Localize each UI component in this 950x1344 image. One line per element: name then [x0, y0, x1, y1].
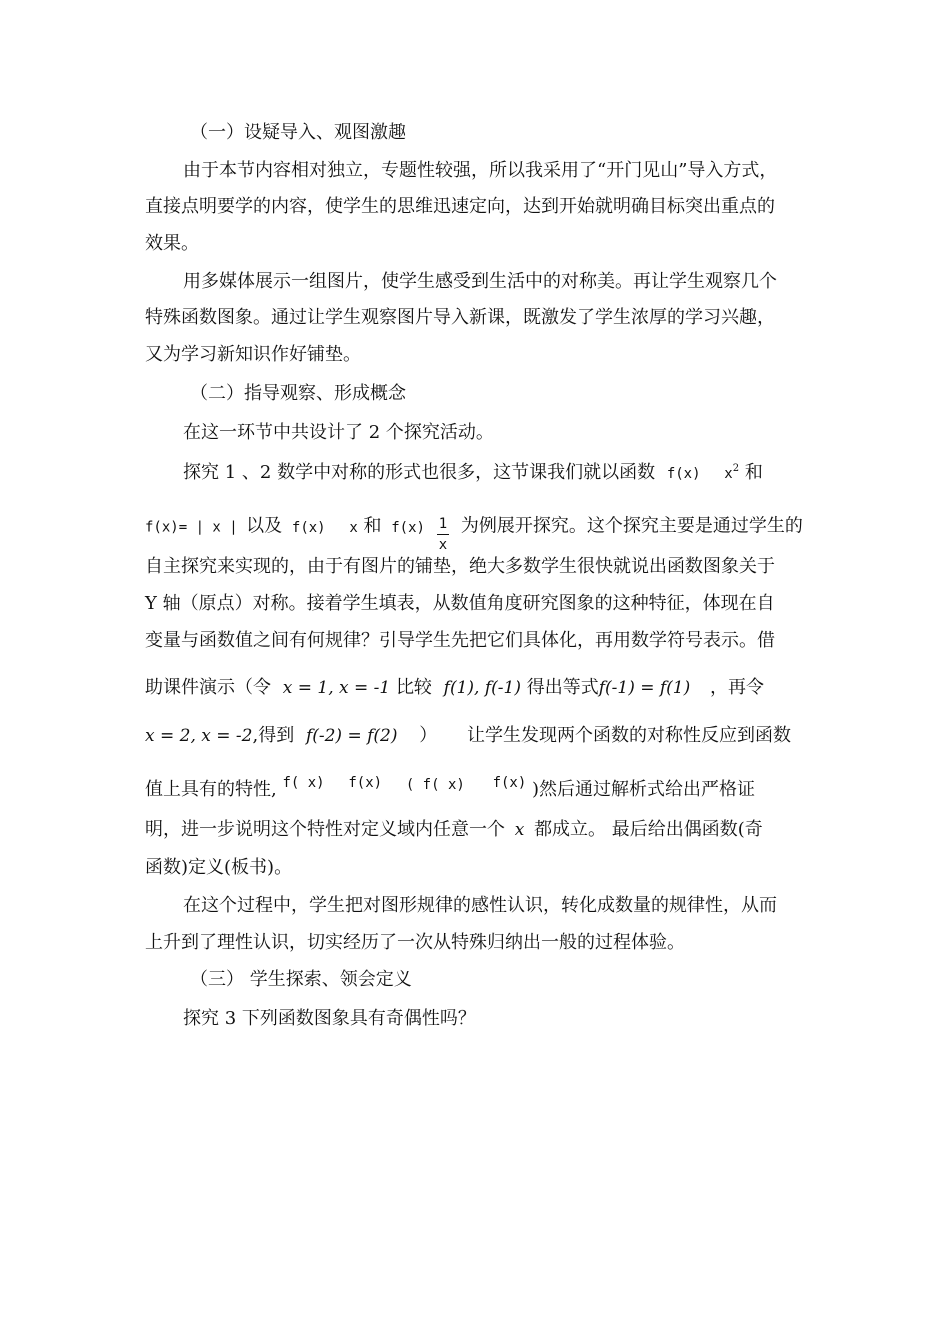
section-2-title: （二）指导观察、形成概念: [190, 383, 406, 404]
paragraph-line: 特殊函数图象。通过让学生观察图片导入新课，既激发了学生浓厚的学习兴趣，: [145, 307, 775, 328]
text: )然后通过解析式给出严格证: [532, 779, 756, 800]
text: ,得到: [252, 725, 295, 746]
paragraph-line: [145, 506, 803, 553]
math-expression: f( x): [282, 775, 325, 791]
paragraph-line: 变量与函数值之间有何规律？引导学生先把它们具体化，再用数学符号表示。借: [145, 630, 775, 651]
math-expression: f(x): [666, 466, 701, 482]
paragraph-line: 又为学习新知识作好铺垫。: [145, 344, 361, 365]
paragraph-line: 自主探究来实现的，由于有图片的铺垫，绝大多数学生很快就说出函数图象关于: [145, 556, 775, 577]
paragraph-line: [145, 818, 763, 842]
paragraph-line: 在这个过程中，学生把对图形规律的感性认识，转化成数量的规律性，从而: [183, 895, 777, 916]
math-expression: x: [349, 519, 358, 536]
math-expression: f(-1) = f(1): [598, 678, 691, 698]
fraction: [437, 514, 449, 555]
text: 得出等式: [526, 677, 599, 698]
paragraph-line: 直接点明要学的内容，使学生的思维迅速定向，达到开始就明确目标突出重点的: [145, 196, 775, 217]
paragraph-line: [145, 724, 791, 748]
math-expression: x = 1, x = -1: [282, 678, 391, 698]
math-superscript: 2: [732, 463, 740, 474]
paragraph-line: [145, 775, 756, 803]
math-expression: f(x): [492, 775, 527, 791]
math-expression: f(x): [391, 519, 425, 536]
section-3-title: （三） 学生探索、领会定义: [190, 969, 412, 990]
math-expression: f(1), f(-1): [443, 678, 521, 698]
text: 都成立。 最后给出偶函数(奇: [534, 819, 763, 840]
paragraph-line: 函数)定义(板书)。: [145, 857, 293, 878]
text: 值上具有的特性,: [145, 779, 277, 800]
paragraph-line: [183, 461, 763, 488]
paragraph-line: 用多媒体展示一组图片，使学生感受到生活中的对称美。再让学生观察几个: [183, 271, 777, 292]
paragraph-line: Y 轴（原点）对称。接着学生填表，从数值角度研究图象的这种特征，体现在自: [145, 593, 775, 614]
math-expression: x = 2, x = -2: [145, 726, 253, 746]
paragraph-line: 由于本节内容相对独立，专题性较强，所以我采用了“开门见山”导入方式，: [183, 160, 778, 181]
fraction-numerator: 1: [437, 514, 449, 535]
math-expression: f(x)= | x |: [145, 519, 247, 536]
text: 比较: [395, 677, 432, 698]
text: 以及: [246, 515, 283, 537]
text: 为例展开探究。这个探究主要是通过学生的: [460, 515, 803, 537]
text: 和: [744, 462, 763, 483]
math-expression: f(x): [348, 775, 383, 791]
paragraph-line: 效果。: [145, 233, 199, 254]
math-expression: f(-2) = f(2): [305, 726, 398, 746]
math-expression: ( f( x): [405, 777, 465, 793]
math-expression: x: [724, 466, 733, 482]
text: ）: [419, 725, 438, 746]
paragraph-line: 在这一环节中共设计了 2 个探究活动。: [183, 422, 494, 443]
text: 明，进一步说明这个特性对定义域内任意一个: [145, 819, 505, 840]
text: 助课件演示（令: [145, 677, 271, 698]
text: ，再令: [709, 677, 764, 698]
section-1-title: （一）设疑导入、观图激趣: [190, 122, 406, 143]
paragraph-line: [145, 676, 764, 700]
text: 探究 1 、2 数学中对称的形式也很多，这节课我们就以函数: [183, 462, 656, 483]
text: 和: [363, 515, 382, 537]
paragraph-line: 上升到了理性认识，切实经历了一次从特殊归纳出一般的过程体验。: [145, 932, 685, 953]
math-expression: f(x): [291, 519, 326, 536]
text: 让学生发现两个函数的对称性反应到函数: [466, 725, 791, 746]
fraction-denominator: x: [438, 537, 448, 553]
math-variable: x: [514, 820, 525, 840]
paragraph-line: 探究 3 下列函数图象具有奇偶性吗？: [183, 1008, 476, 1029]
